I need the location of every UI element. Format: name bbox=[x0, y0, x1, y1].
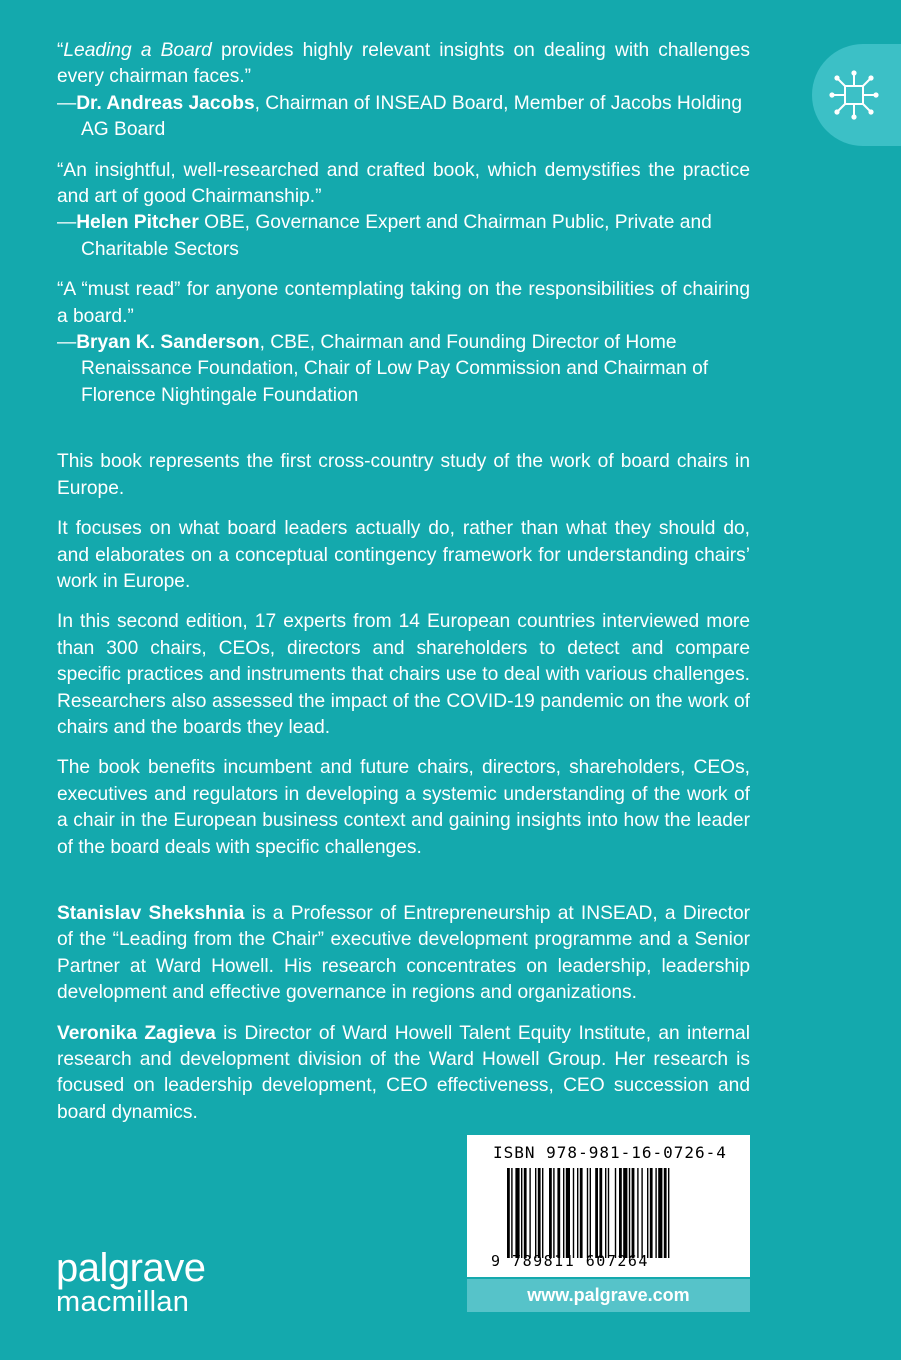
barcode-bars bbox=[507, 1168, 711, 1258]
publisher-url[interactable]: www.palgrave.com bbox=[467, 1279, 750, 1312]
endorsement-attribution: —Helen Pitcher OBE, Governance Expert and Chairman Public, Private and Charitable Sectors bbox=[57, 212, 712, 260]
description-paragraph: This book represents the first cross-country study of the work of board chairs in Europe. bbox=[57, 451, 750, 499]
barcode-bar bbox=[629, 1168, 630, 1258]
barcode-bar bbox=[632, 1168, 635, 1258]
endorser-name: Helen Pitcher bbox=[76, 212, 199, 234]
logo-line-macmillan: macmillan bbox=[56, 1286, 190, 1318]
barcode-bar bbox=[608, 1168, 609, 1258]
barcode-bar bbox=[563, 1168, 564, 1258]
barcode-digits: 9 789811 607264 bbox=[491, 1252, 649, 1270]
barcode-bar bbox=[521, 1168, 522, 1258]
barcode-bar bbox=[515, 1168, 519, 1258]
barcode-bar bbox=[577, 1168, 578, 1258]
barcode-bar bbox=[529, 1168, 530, 1258]
barcode-bar bbox=[650, 1168, 653, 1258]
barcode-bar bbox=[615, 1168, 616, 1258]
barcode-bar bbox=[524, 1168, 527, 1258]
barcode-bar bbox=[668, 1168, 669, 1258]
barcode-bar bbox=[511, 1168, 512, 1258]
author-bio: Stanislav Shekshnia is a Professor of Entrepreneurship at INSEAD, a Director of the “Leading from the Chair” executive development programme and a Senior Partner at Ward Howell. His research concentrates on leadership, leadership development and effective governance in regions and organizations. bbox=[57, 902, 751, 1004]
isbn-barcode bbox=[467, 1135, 750, 1277]
barcode-bar bbox=[655, 1168, 656, 1258]
author-bio: Veronika Zagieva is Director of Ward Howell Talent Equity Institute, an internal research and development division of the Ward Howell Group. Her research is focused on leadership development, CEO effectiveness, CEO succession and board dynamics. bbox=[57, 1022, 750, 1123]
barcode-bar bbox=[590, 1168, 591, 1258]
springer-nature-badge bbox=[812, 44, 901, 146]
barcode-bar bbox=[587, 1168, 588, 1258]
endorsement-quote-2: “An insightful, well-researched and crafted book, which demystifies the practice and art of good Chairmanship.” —Helen Pitcher OBE, Governance Expert and Chairman Public, Private and Charitable Sectors bbox=[57, 158, 750, 264]
description-paragraph: In this second edition, 17 experts from 14 European countries interviewed more than 300 chairs, CEOs, directors and shareholders to detect and compare specific practices and instruments that chairs use to deal with various challenges. Researchers also assessed the impact of the COVID-19 pandemic on the work of chairs and the boards they lead. bbox=[57, 611, 750, 738]
endorser-name: Bryan K. Sanderson bbox=[76, 332, 260, 354]
barcode-bar bbox=[542, 1168, 543, 1258]
barcode-bar bbox=[619, 1168, 622, 1258]
barcode-bar bbox=[658, 1168, 662, 1258]
author-name: Stanislav Shekshnia bbox=[57, 902, 245, 924]
description-paragraph: It focuses on what board leaders actually do, rather than what they should do, and elaborates on a conceptual contingency framework for understanding chairs’ work in Europe. bbox=[57, 518, 750, 592]
barcode-bar bbox=[573, 1168, 574, 1258]
barcode-bar bbox=[538, 1168, 541, 1258]
barcode-bar bbox=[664, 1168, 667, 1258]
endorsement-quote-3: “A “must read” for anyone contemplating taking on the responsibilities of chairing a board.” —Bryan K. Sanderson, CBE, Chairman and Founding Director of Home Renaissance Foundation, Chair of Low Pay Commission and Chairman of Florence Nightingale Foundation bbox=[57, 277, 750, 409]
barcode-bar bbox=[553, 1168, 554, 1258]
barcode-bar bbox=[580, 1168, 583, 1258]
endorser-name: Dr. Andreas Jacobs bbox=[76, 92, 255, 114]
barcode-bar bbox=[599, 1168, 602, 1258]
barcode-bar bbox=[637, 1168, 638, 1258]
barcode-bar bbox=[647, 1168, 648, 1258]
endorsement-attribution: —Dr. Andreas Jacobs, Chairman of INSEAD Board, Member of Jacobs Holding AG Board bbox=[57, 92, 743, 141]
barcode-bar bbox=[557, 1168, 560, 1258]
barcode-bar bbox=[507, 1168, 510, 1258]
palgrave-macmillan-logo bbox=[56, 1248, 205, 1317]
barcode-bar bbox=[549, 1168, 552, 1258]
barcode-bar bbox=[605, 1168, 606, 1258]
back-cover-text bbox=[57, 38, 750, 1140]
barcode-bar bbox=[566, 1168, 570, 1258]
barcode-bar bbox=[641, 1168, 642, 1258]
logo-line-palgrave: palgrave bbox=[56, 1246, 206, 1290]
author-name: Veronika Zagieva bbox=[57, 1022, 216, 1044]
endorsement-quote-1: “Leading a Board provides highly relevant insights on dealing with challenges every chairman faces.” —Dr. Andreas Jacobs, Chairman of INSEAD Board, Member of Jacobs Holding AG Board bbox=[57, 38, 750, 144]
description-paragraph: The book benefits incumbent and future chairs, directors, shareholders, CEOs, executives and regulators in developing a systemic understanding of the work of a chair in the European business context and gaining insights into how the leader of the board deals with specific challenges. bbox=[57, 757, 750, 858]
barcode-bar bbox=[623, 1168, 627, 1258]
isbn-text: ISBN 978-981-16-0726-4 bbox=[493, 1143, 727, 1162]
barcode-bar bbox=[535, 1168, 536, 1258]
endorsement-attribution: —Bryan K. Sanderson, CBE, Chairman and Founding Director of Home Renaissance Foundation, Chair of Low Pay Commission and Chairman of Florence Nightingale Foundation bbox=[57, 332, 709, 406]
barcode-bar bbox=[595, 1168, 598, 1258]
springer-nature-icon bbox=[828, 69, 880, 121]
book-title-italic: Leading a Board bbox=[63, 40, 212, 61]
